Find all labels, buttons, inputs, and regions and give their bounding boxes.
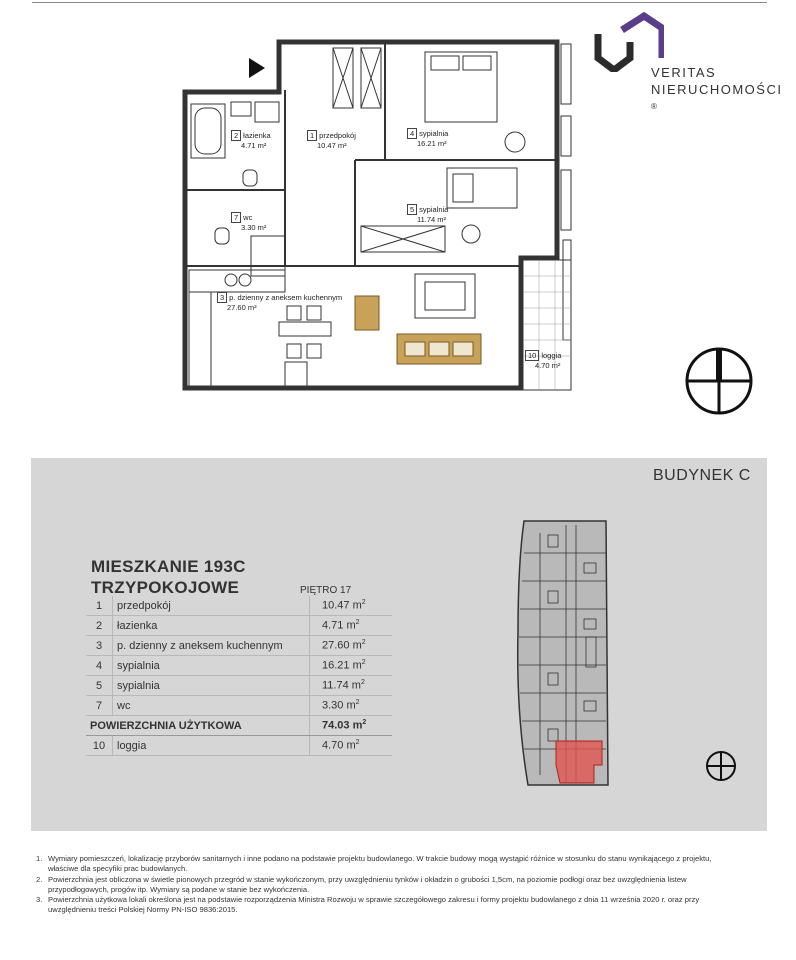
plan-label-num: 2 bbox=[231, 130, 241, 141]
building-title: BUDYNEK C bbox=[653, 467, 751, 484]
plan-label-area: 10.47 m² bbox=[317, 141, 347, 150]
table-row bbox=[86, 636, 392, 656]
plan-label-num: 5 bbox=[407, 204, 417, 215]
plan-label-name: loggia bbox=[541, 351, 562, 360]
plan-label-name: sypialnia bbox=[419, 205, 449, 214]
logo-mark-icon bbox=[592, 12, 664, 72]
room-area bbox=[310, 656, 393, 676]
plan-label-room-1 bbox=[307, 130, 356, 150]
footnote-text: Wymiary pomieszczeń, lokalizację przyborów sanitarnych i inne podano na podstawie projektu budowlanego. W trakcie budowy mogą wystąpić różnice w stosunku do stanu wynikającego z projektu, właściwe dla specyfiki prac budowlanych. bbox=[48, 854, 712, 874]
total-area bbox=[310, 716, 393, 736]
room-area-exponent: 2 bbox=[355, 619, 360, 627]
room-area-value: 11.74 bbox=[322, 679, 349, 692]
room-area-unit: m bbox=[352, 639, 362, 652]
room-name: łazienka bbox=[113, 616, 310, 636]
room-area-unit: m bbox=[351, 679, 361, 692]
room-name: loggia bbox=[113, 736, 310, 756]
room-name: sypialnia bbox=[113, 656, 310, 676]
floor-label: PIĘTRO 17 bbox=[300, 585, 352, 596]
plan-label-num: 10 bbox=[525, 350, 539, 361]
room-area-unit: m bbox=[352, 659, 362, 672]
plan-label-room-5 bbox=[407, 204, 448, 224]
room-area-value: 10.47 bbox=[322, 599, 350, 612]
room-number: 3 bbox=[86, 636, 113, 656]
room-number: 2 bbox=[86, 616, 113, 636]
room-number: 5 bbox=[86, 676, 113, 696]
north-compass-icon bbox=[684, 346, 754, 416]
table-row bbox=[86, 696, 392, 716]
apartment-number: MIESZKANIE 193C bbox=[91, 557, 246, 576]
apartment-floor-plan bbox=[175, 30, 595, 415]
total-area-value: 74.03 bbox=[322, 719, 350, 732]
registered-mark: ® bbox=[651, 102, 659, 111]
plan-label-area: 4.70 m² bbox=[535, 361, 561, 370]
logo-text bbox=[651, 64, 782, 118]
logo-line2: NIERUCHOMOŚCI bbox=[651, 82, 783, 97]
room-name: sypialnia bbox=[113, 676, 310, 696]
table-row bbox=[86, 736, 392, 756]
footnote-number: 1. bbox=[36, 854, 43, 863]
logo-line1: VERITAS bbox=[651, 65, 717, 80]
total-label: POWIERZCHNIA UŻYTKOWA bbox=[86, 716, 310, 736]
room-area-exponent: 2 bbox=[361, 599, 366, 607]
plan-label-room-4 bbox=[407, 128, 448, 148]
footnotes bbox=[36, 854, 726, 916]
footnote-number: 3. bbox=[36, 895, 43, 905]
footnote-text: Powierzchnia użytkowa lokali określona jest na podstawie rozporządzenia Ministra Rozwoju w sprawie szczegółowego zakresu i formy projektu budowlanego z dnia 11 września 2020 r. oraz przy uwzględnieniu treści Polskiej Normy PN-ISO 9836:2015. bbox=[48, 895, 700, 915]
plan-label-name: łazienka bbox=[243, 131, 271, 140]
plan-label-room-10 bbox=[525, 350, 561, 370]
room-area-exponent: 2 bbox=[361, 659, 366, 667]
table-row bbox=[86, 656, 392, 676]
plan-label-num: 3 bbox=[217, 292, 227, 303]
plan-label-name: przedpokój bbox=[319, 131, 356, 140]
total-area-exponent: 2 bbox=[362, 719, 367, 727]
room-area bbox=[310, 616, 393, 636]
total-area-unit: m bbox=[352, 719, 363, 732]
room-number: 10 bbox=[86, 736, 113, 756]
plan-label-name: p. dzienny z aneksem kuchennym bbox=[229, 293, 343, 302]
room-number: 1 bbox=[86, 596, 113, 616]
top-divider bbox=[32, 2, 767, 3]
room-area-value: 4.70 bbox=[322, 739, 344, 752]
room-area-exponent: 2 bbox=[360, 679, 365, 687]
room-number: 4 bbox=[86, 656, 113, 676]
plan-label-num: 1 bbox=[307, 130, 317, 141]
room-area-value: 16.21 bbox=[322, 659, 350, 672]
table-row bbox=[86, 676, 392, 696]
footnote-text: Powierzchnia jest obliczona w świetle pionowych przegród w stanie wykończonym, przy uwzględnieniu tynków i okładzin o grubości 1,5cm, na poziomie podłogi oraz bez uwzględnienia listew przypodłogowych, progów itp. Wymiary są podane w stanie bez wykończenia. bbox=[48, 874, 687, 894]
room-area bbox=[310, 636, 393, 656]
plan-label-num: 4 bbox=[407, 128, 417, 139]
room-area-value: 3.30 bbox=[322, 699, 344, 712]
apartment-type: TRZYPOKOJOWE bbox=[91, 578, 240, 597]
plan-label-name: sypialnia bbox=[419, 129, 449, 138]
room-area-unit: m bbox=[352, 599, 362, 612]
room-area-table bbox=[86, 596, 392, 756]
plan-label-room-7 bbox=[231, 212, 266, 232]
plan-label-area: 11.74 m² bbox=[417, 215, 447, 224]
plan-label-area: 16.21 m² bbox=[417, 139, 447, 148]
footnote bbox=[36, 854, 726, 875]
building-key-plan bbox=[510, 513, 620, 793]
room-name: wc bbox=[113, 696, 310, 716]
plan-label-num: 7 bbox=[231, 212, 241, 223]
room-area-exponent: 2 bbox=[355, 699, 360, 707]
footnote bbox=[36, 875, 726, 896]
room-area-exponent: 2 bbox=[361, 639, 366, 647]
room-area bbox=[310, 596, 393, 616]
table-row bbox=[86, 616, 392, 636]
table-row bbox=[86, 596, 392, 616]
plan-label-area: 4.71 m² bbox=[241, 141, 267, 150]
plan-label-name: wc bbox=[243, 213, 253, 222]
apartment-title bbox=[91, 556, 246, 598]
plan-label-area: 3.30 m² bbox=[241, 223, 267, 232]
room-name: p. dzienny z aneksem kuchennym bbox=[113, 636, 310, 656]
north-compass-small-icon bbox=[704, 749, 738, 783]
footnote bbox=[36, 895, 726, 916]
room-number: 7 bbox=[86, 696, 113, 716]
room-area-unit: m bbox=[346, 699, 356, 712]
room-area-exponent: 2 bbox=[355, 739, 360, 747]
total-row bbox=[86, 716, 392, 736]
room-area-unit: m bbox=[346, 619, 356, 632]
plan-label-room-2 bbox=[231, 130, 271, 150]
company-logo bbox=[588, 12, 783, 111]
room-area bbox=[310, 676, 393, 696]
plan-label-room-3 bbox=[217, 292, 342, 312]
footnote-number: 2. bbox=[36, 874, 43, 884]
room-area bbox=[310, 696, 393, 716]
room-area-value: 4.71 bbox=[322, 619, 344, 632]
room-name: przedpokój bbox=[113, 596, 310, 616]
room-area bbox=[310, 736, 393, 756]
room-area-unit: m bbox=[346, 739, 356, 752]
room-area-value: 27.60 bbox=[322, 639, 350, 652]
plan-label-area: 27.60 m² bbox=[227, 303, 257, 312]
